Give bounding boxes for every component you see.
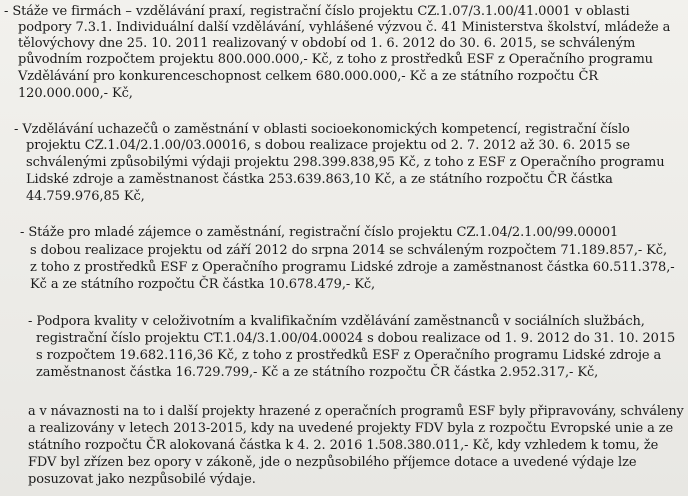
text-line: Lidské zdroje a zaměstnanost částka 253.639.863,10 Kč, a ze státního rozpočtu ČR částka <box>26 172 613 187</box>
text-line: Vzdělávání pro konkurenceschopnost celkem 680.000.000,- Kč a ze státního rozpočtu ČR <box>18 69 599 84</box>
text-line: schválenými způsobilými výdaji projektu 298.399.838,95 Kč, z toho z ESF z Operačního programu <box>26 155 665 170</box>
text-line: registrační číslo projektu CT.1.04/3.1.00/04.00024 s dobou realizace od 1. 9. 2012 do 31. 10. 2015 <box>36 331 676 346</box>
text-line: s dobou realizace projektu od září 2012 do srpna 2014 se schváleným rozpočtem 71.189.857,- Kč, <box>30 243 667 258</box>
text-line: podpory 7.3.1. Individuální další vzdělávání, vyhlášené výzvou č. 41 Ministerstva školství, mládeže a <box>18 20 671 35</box>
text-line: s rozpočtem 19.682.116,36 Kč, z toho z prostředků ESF z Operačního programu Lidské zdroje a <box>36 348 662 363</box>
text-line: zaměstnanost částka 16.729.799,- Kč a ze státního rozpočtu ČR částka 2.952.317,- Kč, <box>36 365 599 380</box>
text-line: - Stáže pro mladé zájemce o zaměstnání, registrační číslo projektu CZ.1.04/2.1.00/99.00001 <box>20 225 619 240</box>
text-line: Kč a ze státního rozpočtu ČR částka 10.678.479,- Kč, <box>30 277 376 292</box>
text-line: a v návaznosti na to i další projekty hrazené z operačních programů ESF byly připravovány, schváleny <box>28 404 684 419</box>
text-line: původním rozpočtem projektu 800.000.000,- Kč, z toho z prostředků ESF z Operačního programu <box>18 52 653 67</box>
text-line: - Podpora kvality v celoživotním a kvalifikačním vzdělávání zaměstnanců v sociálních službách, <box>28 314 645 329</box>
text-line: posuzovat jako nezpůsobilé výdaje. <box>28 472 256 487</box>
text-line: 44.759.976,85 Kč, <box>26 189 145 204</box>
text-line: státního rozpočtu ČR alokovaná částka k 4. 2. 2016 1.508.380.011,- Kč, kdy vzhledem k tomu, že <box>28 438 659 453</box>
text-line: FDV byl zřízen bez opory v zákoně, jde o nezpůsobilého příjemce dotace a uvedené výdaje lze <box>28 455 637 470</box>
text-line: 120.000.000,- Kč, <box>18 86 133 101</box>
text-line: z toho z prostředků ESF z Operačního programu Lidské zdroje a zaměstnanost částka 60.511.378,- <box>30 260 675 275</box>
text-line: a realizovány v letech 2013-2015, kdy na uvedené projekty FDV byla z rozpočtu Evropské unie a ze <box>28 421 674 436</box>
text-line: - Stáže ve firmách – vzdělávání praxí, registrační číslo projektu CZ.1.07/3.1.00/41.0001 v oblasti <box>4 4 630 19</box>
text-line: - Vzdělávání uchazečů o zaměstnání v oblasti socioekonomických kompetencí, registrační číslo <box>14 122 630 137</box>
text-line: projektu CZ.1.04/2.1.00/03.00016, s dobou realizace projektu od 2. 7. 2012 až 30. 6. 2015 se <box>26 138 630 153</box>
text-line: tělovýchovy dne 25. 10. 2011 realizovaný v období od 1. 6. 2012 do 30. 6. 2015, se schváleným <box>18 36 636 51</box>
